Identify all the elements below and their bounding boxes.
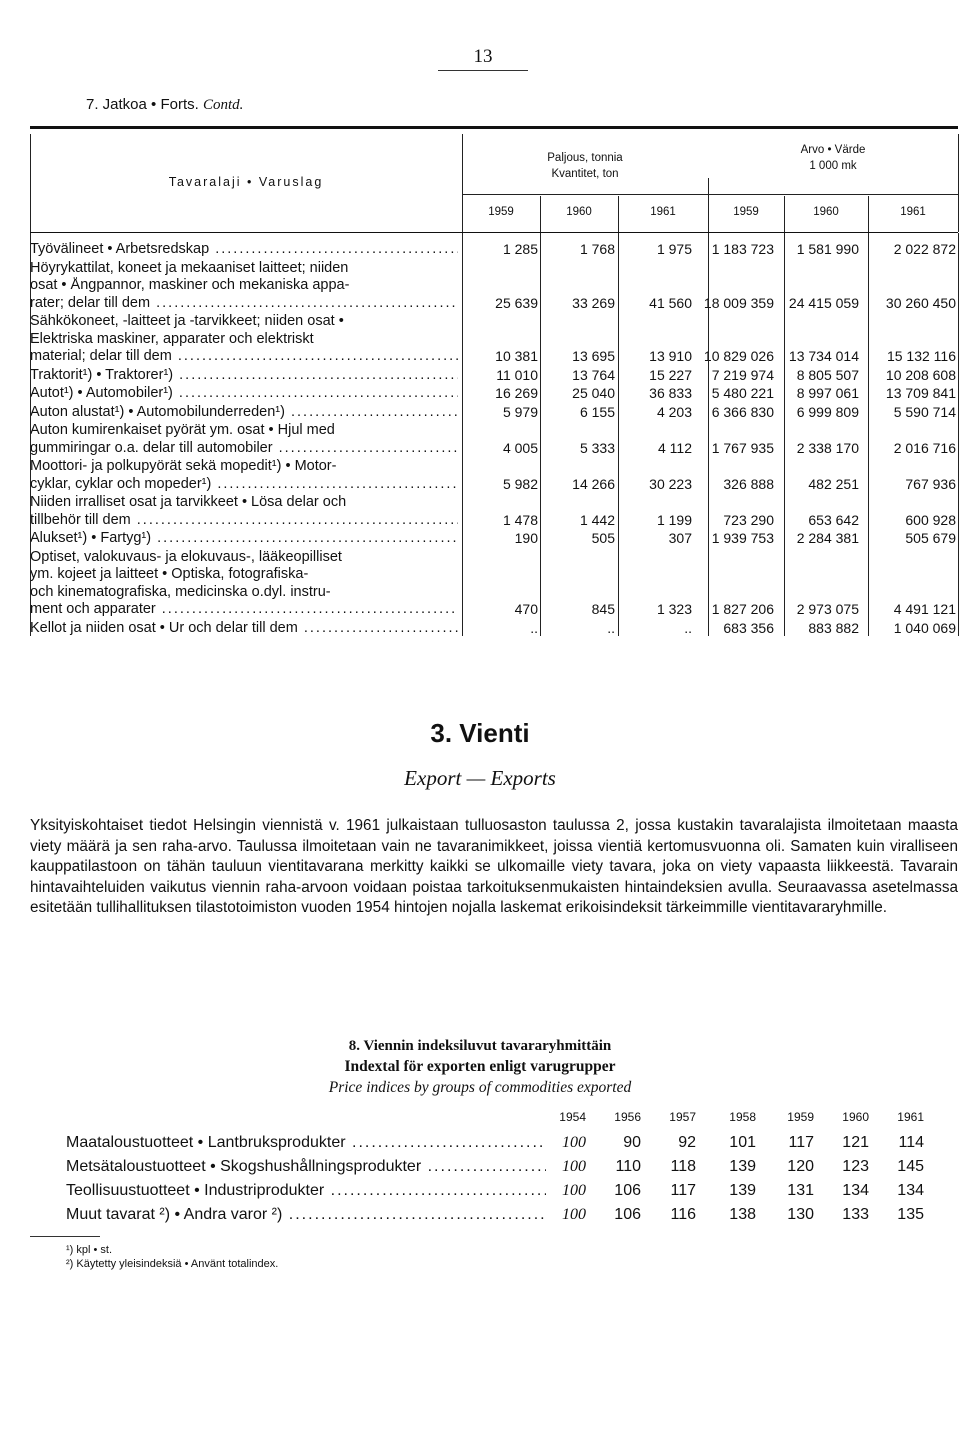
table-cell: 1 199 xyxy=(656,511,692,528)
table-cell: 36 833 xyxy=(649,385,692,401)
table-cell: 845 xyxy=(591,601,615,617)
table-cell: 10 208 608 xyxy=(885,366,956,383)
column-rule xyxy=(30,233,31,636)
column-rule xyxy=(618,233,619,636)
footnote-1: ¹) kpl • st. xyxy=(66,1244,113,1256)
table8-title-en: Price indices by groups of commodities exported xyxy=(328,1079,632,1096)
table-cell: 138 xyxy=(729,1206,756,1223)
table8-title-fi: 8. Viennin indeksiluvut tavararyhmittäin xyxy=(348,1038,612,1054)
table8-title-sv: Indextal för exporten enligt varugrupper xyxy=(344,1058,616,1075)
column-rule xyxy=(958,233,959,636)
year-header: 1960 xyxy=(566,206,592,218)
year-header: 1958 xyxy=(729,1110,756,1124)
table-cell: 106 xyxy=(614,1206,641,1223)
table-cell: 100 xyxy=(562,1182,586,1199)
table-cell: 190 xyxy=(514,530,538,546)
table-cell: 1 183 723 xyxy=(711,241,774,257)
table-cell: 6 366 830 xyxy=(711,403,774,420)
row-label: Maataloustuotteet • Lantbruksprodukter ..... xyxy=(66,1134,546,1152)
value-header: Arvo • Värde 1 000 mk xyxy=(800,144,866,172)
table-cell: 683 356 xyxy=(723,619,774,636)
table-cell: 134 xyxy=(897,1182,924,1199)
table-cell: 5 480 221 xyxy=(711,385,774,401)
table-cell: 326 888 xyxy=(723,475,774,492)
table-cell: 101 xyxy=(729,1134,756,1151)
table-cell: 1 478 xyxy=(502,511,538,528)
table-cell: 25 040 xyxy=(572,385,615,401)
table-cell: 117 xyxy=(788,1134,814,1151)
column-rule xyxy=(784,233,785,636)
table-cell: 8 997 061 xyxy=(796,385,859,401)
table-row xyxy=(66,1182,956,1206)
row-label: Niiden irralliset osat ja tarvikkeet • Lösa delar och tillbehör till dem ..... xyxy=(30,494,458,529)
table-cell: 13 709 841 xyxy=(885,385,956,401)
goods-column-header: Tavaralaji • Varuslag xyxy=(168,175,324,189)
table-cell: 135 xyxy=(897,1206,924,1223)
table-cell: 653 642 xyxy=(808,511,859,528)
table-body xyxy=(30,233,958,638)
table-cell: 106 xyxy=(614,1182,641,1199)
table-cell: 10 381 xyxy=(495,348,538,364)
column-rule xyxy=(868,233,869,636)
year-header: 1957 xyxy=(669,1110,696,1124)
table-cell: 15 227 xyxy=(649,366,692,383)
row-label: Höyrykattilat, koneet ja mekaaniset laitteet; niiden osat • Ångpannor, maskiner och mekaniska appa- rater; delar till dem ..... xyxy=(30,260,458,313)
table-cell: 4 005 xyxy=(502,439,538,456)
table-cell: 100 xyxy=(562,1206,586,1223)
table-cell: 4 203 xyxy=(656,403,692,420)
row-label: Kellot ja niiden osat • Ur och delar till dem ..... xyxy=(30,620,458,638)
table-cell: 8 805 507 xyxy=(796,366,859,383)
page-number: 13 xyxy=(438,46,528,68)
section-title: 3. Vienti xyxy=(430,718,530,748)
table-cell: 4 112 xyxy=(658,439,692,456)
table-cell: 505 xyxy=(591,530,615,546)
table-cell: 33 269 xyxy=(572,294,615,311)
table-header xyxy=(30,134,958,233)
table-cell: 100 xyxy=(562,1134,586,1151)
table-cell: 139 xyxy=(729,1182,756,1199)
table-cell: 116 xyxy=(670,1206,696,1223)
section-paragraph: Yksityiskohtaiset tiedot Helsingin viennistä v. 1961 julkaistaan tulluosaston taulussa 2, jossa kustakin tavaralajista ilmoitetaan maasta viety määrä ja sen raha-arvo. Taulussa ilmoitetaan vain ne tavaranimikkeet, joissa vientiä kertomusvuonna oli. Samaten kuin viralliseen kauppatilastoon on tähän tauluun vientitavarana merkitty kaikki se ulkomaille viety tavara, joka on viety vapaasta liikkeestä. Tavarain hintavaihteluiden vaikutus viennin raha-arvoon voidaan poistaa tarkoituksenmukaisten hintaindeksien avulla. Seuraavassa asetelmassa esitetään tullihallituksen tilastotoimiston vuoden 1954 hintojen nojalla laskemat erikoisindeksit tärkeimmille vientitavararyhmille. xyxy=(30,817,958,916)
column-rule xyxy=(540,233,541,636)
table-cell: 92 xyxy=(678,1134,696,1151)
table-row xyxy=(66,1206,956,1230)
table-cell: 1 768 xyxy=(579,241,615,257)
table-cell: 133 xyxy=(842,1206,869,1223)
table-cell: 6 999 809 xyxy=(796,403,859,420)
year-header: 1954 xyxy=(559,1110,586,1124)
table-row xyxy=(66,1158,956,1182)
table-cell: .. xyxy=(607,619,615,636)
table-cell: 30 260 450 xyxy=(885,294,956,311)
table-cell: 1 040 069 xyxy=(893,619,956,636)
table-cell: 15 132 116 xyxy=(886,348,956,364)
row-label: Moottori- ja polkupyörät sekä mopedit¹) • Motor- cyklar, cyklar och mopeder¹) ..... xyxy=(30,458,458,493)
footnote-2: ²) Käytetty yleisindeksiä • Använt totalindex. xyxy=(66,1258,279,1270)
table-cell: 41 560 xyxy=(649,294,692,311)
row-label: Optiset, valokuvaus- ja elokuvaus-, lääkeopilliset ym. kojeet ja laitteet • Optiska, fotografiska- och kinematografiska, medicinska o.dyl. instru- ment och apparater ..... xyxy=(30,549,458,619)
row-label: Auton kumirenkaiset pyörät ym. osat • Hjul med gummiringar o.a. delar till automobiler ..... xyxy=(30,422,458,457)
table-cell: 1 939 753 xyxy=(711,530,774,546)
table-cell: 30 223 xyxy=(649,475,692,492)
table-cell: 130 xyxy=(787,1206,814,1223)
table-cell: 13 764 xyxy=(572,366,615,383)
year-header: 1956 xyxy=(614,1110,641,1124)
table-cell: 1 323 xyxy=(656,601,692,617)
table-cell: 13 734 014 xyxy=(788,348,859,364)
table-cell: 2 338 170 xyxy=(796,439,859,456)
table-cell: 114 xyxy=(898,1134,924,1151)
table-cell: 110 xyxy=(615,1158,641,1175)
table-caption: 7. Jatkoa • Forts. Contd. xyxy=(86,96,244,113)
table-cell: 14 266 xyxy=(572,475,615,492)
table-cell: 883 882 xyxy=(808,619,859,636)
table-cell: 1 442 xyxy=(579,511,615,528)
row-label: Alukset¹) • Fartyg¹) ..... xyxy=(30,530,458,548)
year-header: 1960 xyxy=(842,1110,869,1124)
table-cell: 11 010 xyxy=(496,366,538,383)
table-cell: 6 155 xyxy=(579,403,615,420)
table-cell: 1 285 xyxy=(502,241,538,257)
table-cell: .. xyxy=(530,619,538,636)
table-cell: 5 590 714 xyxy=(893,403,956,420)
footnote-rule xyxy=(30,1236,100,1237)
table-cell: 1 767 935 xyxy=(711,439,774,456)
table-cell: 5 333 xyxy=(579,439,615,456)
table-cell: 13 695 xyxy=(572,348,615,364)
table-cell: 145 xyxy=(897,1158,924,1175)
table-cell: 600 928 xyxy=(905,511,956,528)
row-label: Traktorit¹) • Traktorer¹) ..... xyxy=(30,367,458,385)
table-cell: 120 xyxy=(787,1158,814,1175)
row-label: Sähkökoneet, -laitteet ja -tarvikkeet; niiden osat • Elektriska maskiner, apparater och elektriskt material; delar till dem ..... xyxy=(30,313,458,366)
row-label: Auton alustat¹) • Automobilunderreden¹) ..... xyxy=(30,404,458,422)
table-cell: 117 xyxy=(670,1182,696,1199)
row-label: Teollisuustuotteet • Industriprodukter ..... xyxy=(66,1182,546,1200)
table-cell: 5 982 xyxy=(502,475,538,492)
column-rule xyxy=(462,233,463,636)
section-subtitle: Export — Exports xyxy=(404,766,556,790)
imports-table xyxy=(30,134,958,638)
row-label: Työvälineet • Arbetsredskap ..... xyxy=(30,241,458,259)
table-cell: 90 xyxy=(623,1134,641,1151)
table-cell: 25 639 xyxy=(495,294,538,311)
table-cell: 10 829 026 xyxy=(703,348,774,364)
table-cell: 7 219 974 xyxy=(711,366,774,383)
table-cell: 2 022 872 xyxy=(893,241,956,257)
table-cell: 100 xyxy=(562,1158,586,1175)
table-cell: 1 581 990 xyxy=(796,241,859,257)
table-cell: 18 009 359 xyxy=(703,294,774,311)
table-cell: 118 xyxy=(670,1158,696,1175)
year-header: 1959 xyxy=(733,206,759,218)
table-cell: 139 xyxy=(729,1158,756,1175)
table-cell: 13 910 xyxy=(649,348,692,364)
year-header: 1961 xyxy=(897,1110,924,1124)
table-cell: 16 269 xyxy=(495,385,538,401)
table-cell: 1 827 206 xyxy=(711,601,774,617)
table-cell: 2 016 716 xyxy=(893,439,956,456)
table-row xyxy=(66,1134,956,1158)
year-header: 1959 xyxy=(488,206,514,218)
row-label: Autot¹) • Automobiler¹) ..... xyxy=(30,385,458,403)
table-cell: 470 xyxy=(514,601,538,617)
table-cell: 723 290 xyxy=(723,511,774,528)
top-rule xyxy=(30,126,958,129)
table-cell: 2 973 075 xyxy=(796,601,859,617)
table-cell: 1 975 xyxy=(656,241,692,257)
row-label: Metsätaloustuotteet • Skogshushållningsprodukter ..... xyxy=(66,1158,546,1176)
year-header: 1959 xyxy=(787,1110,814,1124)
table-cell: 482 251 xyxy=(808,475,859,492)
row-label: Muut tavarat ²) • Andra varor ²) ..... xyxy=(66,1206,546,1224)
year-header: 1961 xyxy=(650,206,676,218)
table-cell: 2 284 381 xyxy=(796,530,859,546)
table-cell: 123 xyxy=(842,1158,869,1175)
table-cell: 767 936 xyxy=(905,475,956,492)
quantity-header: Paljous, tonnia Kvantitet, ton xyxy=(547,152,623,180)
table-cell: .. xyxy=(684,619,692,636)
table-cell: 4 491 121 xyxy=(893,601,956,617)
table-cell: 307 xyxy=(668,530,692,546)
table-cell: 121 xyxy=(842,1134,869,1151)
table-cell: 24 415 059 xyxy=(788,294,859,311)
table-cell: 5 979 xyxy=(502,403,538,420)
year-header: 1961 xyxy=(900,206,926,218)
table-cell: 134 xyxy=(842,1182,869,1199)
year-header: 1960 xyxy=(813,206,839,218)
table-cell: 505 679 xyxy=(905,530,956,546)
table-cell: 131 xyxy=(787,1182,814,1199)
column-rule xyxy=(708,233,709,636)
